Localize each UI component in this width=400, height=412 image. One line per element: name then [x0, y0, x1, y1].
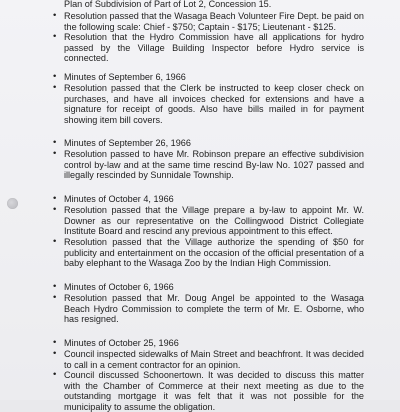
minutes-heading — [53, 337, 364, 349]
entry-hydro-applications — [53, 31, 364, 64]
entry-elephant-publicity — [53, 236, 364, 269]
bullet: • — [53, 204, 57, 215]
bullet: • — [53, 348, 57, 359]
entry-fire-dept-pay — [53, 10, 364, 32]
minutes-date: Minutes of October 4, 1966 — [64, 194, 174, 204]
minutes-heading — [53, 193, 364, 205]
entry-text: Council discussed Schoonertown. It was decided to discuss this matter with the Chamber of Commerce at their next meeting as due to the outstanding mortgage it was felt that it was not possible for the municipality to assume the obligation. — [64, 370, 364, 412]
bullet: • — [53, 281, 57, 292]
bullet: • — [53, 369, 57, 380]
carryover-text: Plan of Subdivision of Part of Lot 2, Concession 15. — [64, 0, 272, 9]
entry-text: Council inspected sidewalks of Main Street and beachfront. It was decided to call in a cement contractor for an opinion. — [64, 349, 364, 370]
minutes-heading — [53, 281, 364, 293]
bullet: • — [53, 82, 57, 93]
bullet: • — [53, 337, 57, 348]
minutes-heading — [53, 71, 364, 83]
entry-text: Resolution passed that the Village prepare a by-law to appoint Mr. W. Downer as our representative on the Collingwood District Collegiate Institute Board and rescind any previous appointment to this effect. — [64, 205, 364, 237]
entry-downer-appointment — [53, 204, 364, 237]
entry-text: Resolution passed that Mr. Doug Angel be appointed to the Wasaga Beach Hydro Commission to complete the term of Mr. E. Osborne, who has resigned. — [64, 293, 364, 325]
minutes-date: Minutes of September 26, 1966 — [64, 138, 191, 148]
entry-clerk-purchases — [53, 82, 364, 125]
entry-text: Resolution that the Hydro Commission have all applications for hydro passed by the Village Building Inspector before Hydro service is connected. — [64, 32, 364, 64]
entry-angel-appointment — [53, 292, 364, 325]
entry-text: Resolution passed that the Clerk be instructed to keep closer check on purchases, and have all invoices checked for extensions and have a signature for receipt of goods. Also have bills mailed in for payment showing item bill covers. — [64, 83, 364, 125]
bullet: • — [53, 71, 57, 82]
bullet: • — [53, 236, 57, 247]
entry-schoonertown — [53, 369, 364, 412]
bullet: • — [53, 10, 57, 21]
bullet: • — [53, 193, 57, 204]
bullet: • — [53, 31, 57, 42]
minutes-heading — [53, 137, 364, 149]
bullet: • — [53, 292, 57, 303]
carryover-line — [64, 0, 364, 10]
minutes-date: Minutes of October 6, 1966 — [64, 282, 174, 292]
entry-text: Resolution passed to have Mr. Robinson prepare an effective subdivision control by-law and at the same time rescind By-law No. 1027 passed and illegally rescinded by Sunnidale Township. — [64, 149, 364, 181]
entry-text: Resolution passed that the Wasaga Beach Volunteer Fire Dept. be paid on the following scale: Chief - $750; Captain - $175; Lieutenant - $125. — [64, 11, 364, 32]
minutes-date: Minutes of October 25, 1966 — [64, 338, 179, 348]
entry-text: Resolution passed that the Village authorize the spending of $50 for publicity and entertainment on the occasion of the official presentation of a baby elephant to the Wasaga Zoo by the Indian High Commission. — [64, 237, 364, 269]
entry-subdivision-bylaw — [53, 148, 364, 181]
entry-sidewalk-inspection — [53, 348, 364, 370]
bullet: • — [53, 148, 57, 159]
punch-hole — [7, 198, 18, 209]
minutes-date: Minutes of September 6, 1966 — [64, 72, 186, 82]
bullet: • — [53, 137, 57, 148]
